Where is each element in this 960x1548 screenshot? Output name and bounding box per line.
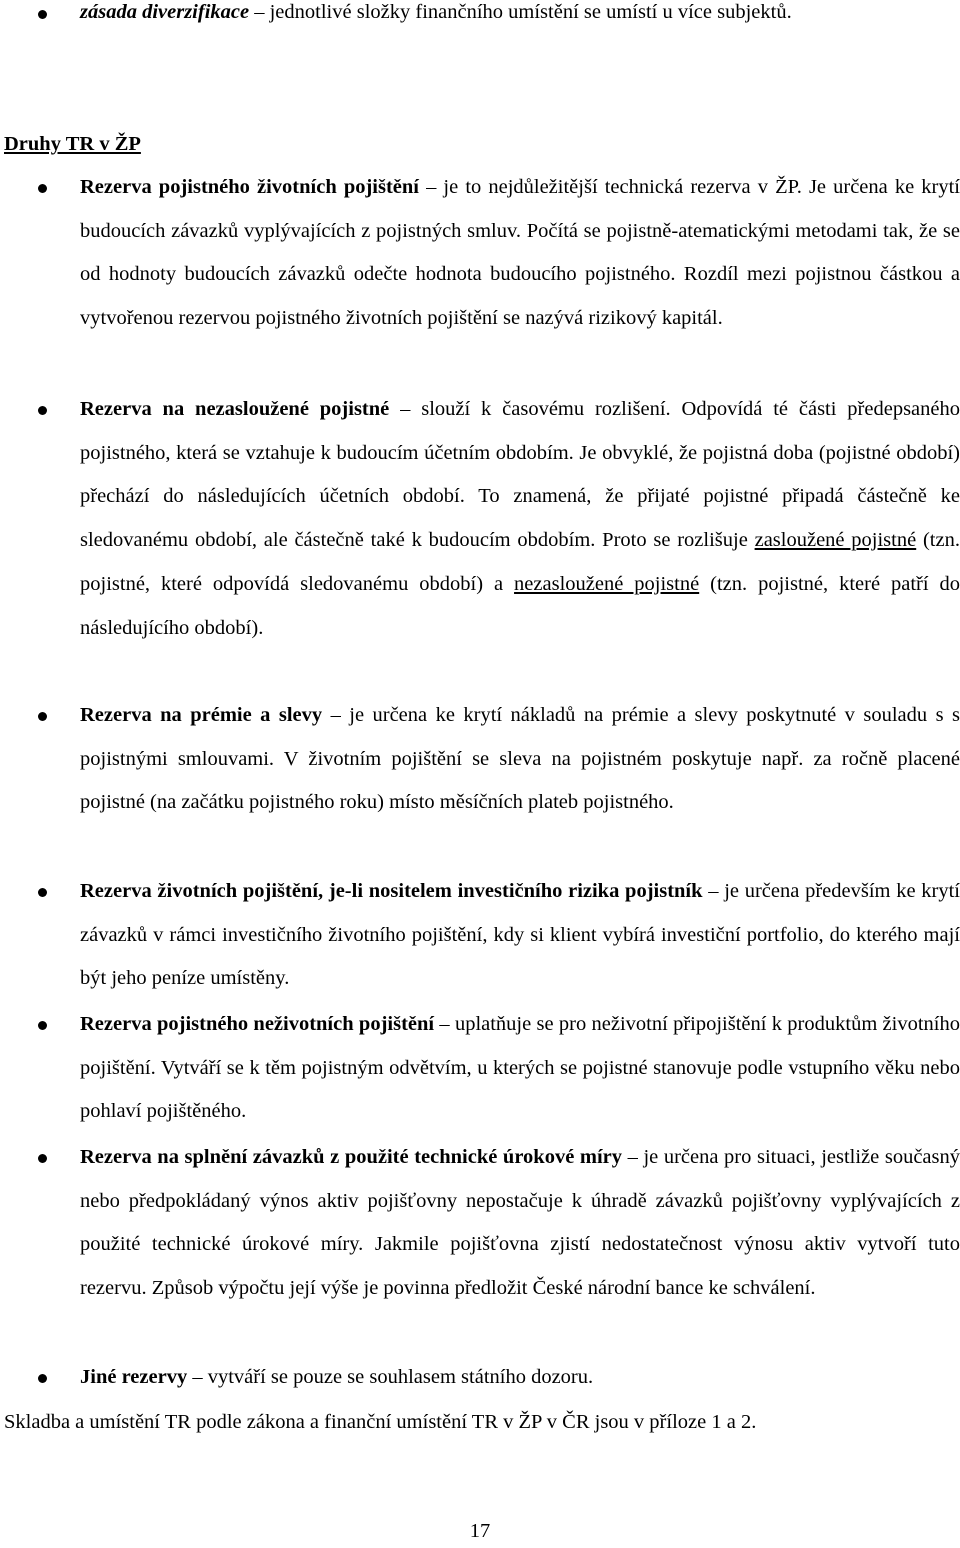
bullet-icon <box>38 10 47 19</box>
term-unearned-premium: nezasloužené pojistné <box>514 572 700 595</box>
item-label: Rezerva na prémie a slevy <box>80 704 323 726</box>
bullet-icon <box>38 1374 47 1383</box>
item-label: Jiné rezervy <box>80 1366 188 1388</box>
bullet-icon <box>38 888 47 897</box>
item-body: – uplatňuje se pro neživotní připojištění k produktům životního pojištění. Vytváří se k těm pojistným odvětvím, u kterých se pojistné stanovuje podle vstupního věku nebo pohlaví pojištěného. <box>80 1013 960 1123</box>
list-item-text <box>80 1356 960 1400</box>
list-item-diversification <box>0 0 960 35</box>
item-body: – vytváří se pouze se souhlasem státního dozoru. <box>187 1366 594 1388</box>
list-item <box>0 166 960 341</box>
item-body-end: (tzn. pojistné, které patří do následujícího období). <box>80 572 960 639</box>
item-label: Rezerva na nezasloužené pojistné <box>80 398 390 420</box>
list-item <box>0 1003 960 1134</box>
term-earned-premium: zasloužené pojistné <box>754 529 917 552</box>
item-body: – slouží k časovému rozlišení. Odpovídá té části předepsaného pojistného, která se vztahuje k budoucím účetním obdobím. Je obvyklé, že pojistná doba (pojistné období) přechází do následujících účetních období. To znamená, že přijaté pojistné připadá částečně ke sledovanému období, ale částečně také k budoucím obdobím. Proto se rozlišuje <box>80 398 960 552</box>
closing-paragraph: Skladba a umístění TR podle zákona a finanční umístění TR v ŽP v ČR jsou v příloze 1 a 2. <box>4 1411 757 1433</box>
item-body: – jednotlivé složky finančního umístění se umístí u více subjektů. <box>249 1 792 23</box>
item-label: Rezerva pojistného životních pojištění <box>80 176 419 198</box>
section-heading: Druhy TR v ŽP <box>4 133 141 155</box>
list-item-text <box>80 166 960 341</box>
item-body: – je to nejdůležitější technická rezerva v ŽP. Je určena ke krytí budoucích závazků vyplývajících z pojistných smluv. Počítá se pojistně-atematickými metodami tak, že se od hodnoty budoucích závazků odečte hodnota budoucího pojistného. Rozdíl mezi pojistnou částkou a vytvořenou rezervou pojistného životních pojištění se nazývá rizikový kapitál. <box>80 176 960 330</box>
list-item-text <box>80 694 960 825</box>
bullet-icon <box>38 1154 47 1163</box>
item-label: Rezerva pojistného neživotních pojištění <box>80 1013 435 1035</box>
list-item-text <box>80 870 960 1001</box>
list-item-text <box>80 1136 960 1311</box>
item-body: – je určena především ke krytí závazků v rámci investičního životního pojištění, kdy si klient vybírá investiční portfolio, do kterého mají být jeho peníze umístěny. <box>80 880 960 990</box>
list-item <box>0 1136 960 1311</box>
bullet-icon <box>38 1021 47 1030</box>
page-number: 17 <box>469 1520 491 1542</box>
item-label: Rezerva životních pojištění, je-li nositelem investičního rizika pojistník <box>80 880 703 902</box>
item-label: zásada diverzifikace <box>80 1 250 23</box>
bullet-icon <box>38 184 47 193</box>
list-item <box>0 388 960 650</box>
bullet-icon <box>38 712 47 721</box>
item-body: – je určena ke krytí nákladů na prémie a slevy poskytnuté v souladu s s pojistnými smlouvami. V životním pojištění se sleva na pojistném poskytuje např. za ročně placené pojistné (na začátku pojistného roku) místo měsíčních plateb pojistného. <box>80 704 960 814</box>
list-item-text <box>80 0 960 35</box>
list-item <box>0 1356 960 1400</box>
list-item-text <box>80 1003 960 1134</box>
list-item-text <box>80 388 960 650</box>
item-body-cont: (tzn. pojistné, které odpovídá sledovanému období) a <box>80 529 960 595</box>
list-item <box>0 694 960 825</box>
list-item <box>0 870 960 1001</box>
item-label: Rezerva na splnění závazků z použité technické úrokové míry <box>80 1146 623 1168</box>
item-body: – je určena pro situaci, jestliže současný nebo předpokládaný výnos aktiv pojišťovny nepostačuje k úhradě závazků pojišťovny vyplývajících z použité technické úrokové míry. Jakmile pojišťovna zjistí nedostatečnost výnosu aktiv vytvoří tuto rezervu. Způsob výpočtu její výše je povinna předložit České národní bance ke schválení. <box>80 1146 960 1300</box>
bullet-icon <box>38 406 47 415</box>
